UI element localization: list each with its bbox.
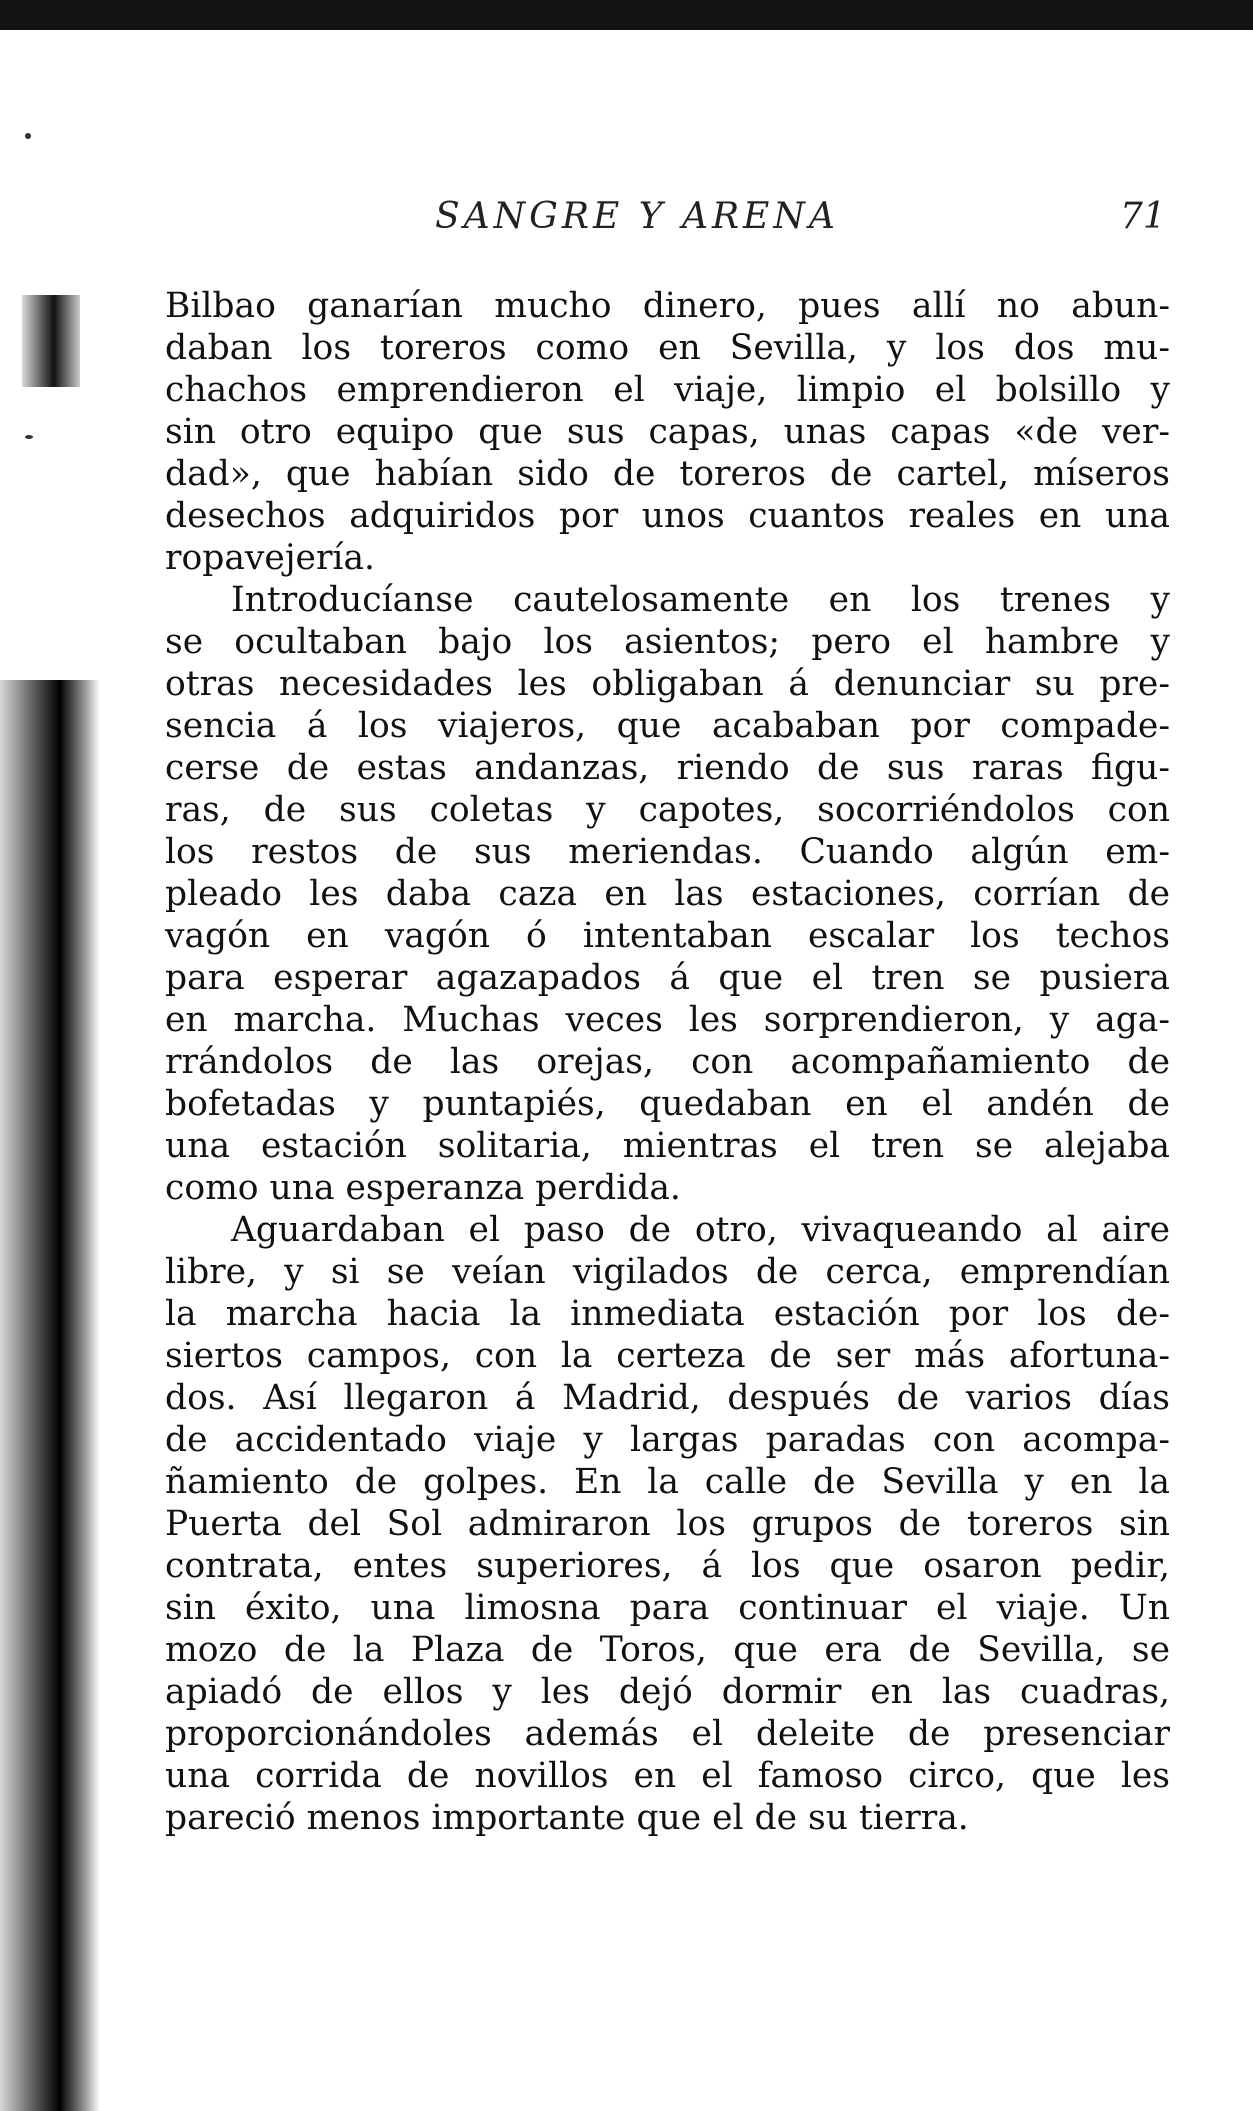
text-line: de accidentado viaje y largas paradas con acompa- — [165, 1420, 1170, 1460]
text-line: mozo de la Plaza de Toros, que era de Sevilla, se — [165, 1630, 1170, 1670]
running-head-title: SANGRE Y ARENA — [435, 196, 839, 237]
text-line: proporcionándoles además el deleite de presenciar — [165, 1714, 1170, 1754]
text-line: libre, y si se veían vigilados de cerca, emprendían — [165, 1252, 1170, 1292]
text-line: ñamiento de golpes. En la calle de Sevilla y en la — [165, 1462, 1170, 1502]
scan-top-edge — [0, 0, 1253, 30]
text-line: se ocultaban bajo los asientos; pero el hambre y — [165, 622, 1170, 662]
text-line: los restos de sus meriendas. Cuando algún em- — [165, 832, 1170, 872]
text-line: la marcha hacia la inmediata estación por los de- — [165, 1294, 1170, 1334]
running-head — [0, 196, 1253, 246]
text-line: ropavejería. — [165, 538, 375, 578]
text-line: Puerta del Sol admiraron los grupos de toreros sin — [165, 1504, 1170, 1544]
text-line: Bilbao ganarían mucho dinero, pues allí no abun- — [165, 286, 1170, 326]
text-line: apiadó de ellos y les dejó dormir en las cuadras, — [165, 1672, 1170, 1712]
text-line: contrata, entes superiores, á los que osaron pedir, — [165, 1546, 1170, 1586]
text-line: pareció menos importante que el de su tierra. — [165, 1798, 969, 1838]
scan-binding-mark — [22, 295, 80, 387]
text-line: como una esperanza perdida. — [165, 1168, 681, 1208]
text-line: pleado les daba caza en las estaciones, corrían de — [165, 874, 1170, 914]
scan-binding-shadow — [0, 680, 100, 2111]
text-line: una estación solitaria, mientras el tren se alejaba — [165, 1126, 1170, 1166]
body-text — [165, 285, 1170, 1839]
page-number: 71 — [1120, 196, 1166, 237]
text-line: vagón en vagón ó intentaban escalar los techos — [165, 916, 1170, 956]
text-line: sin éxito, una limosna para continuar el viaje. Un — [165, 1588, 1170, 1628]
text-line: cerse de estas andanzas, riendo de sus raras figu- — [165, 748, 1170, 788]
text-line: dad», que habían sido de toreros de cartel, míseros — [165, 454, 1170, 494]
text-line: daban los toreros como en Sevilla, y los dos mu- — [165, 328, 1170, 368]
text-line: otras necesidades les obligaban á denunciar su pre- — [165, 664, 1170, 704]
text-line: chachos emprendieron el viaje, limpio el bolsillo y — [165, 370, 1170, 410]
text-line: Aguardaban el paso de otro, vivaqueando al aire — [231, 1210, 1170, 1250]
text-line: sencia á los viajeros, que acababan por compade- — [165, 706, 1170, 746]
text-line: ras, de sus coletas y capotes, socorriéndolos con — [165, 790, 1170, 830]
text-line: bofetadas y puntapiés, quedaban en el andén de — [165, 1084, 1170, 1124]
text-line: para esperar agazapados á que el tren se pusiera — [165, 958, 1170, 998]
text-line: dos. Así llegaron á Madrid, después de varios días — [165, 1378, 1170, 1418]
scan-speck — [25, 435, 33, 439]
text-line: una corrida de novillos en el famoso circo, que les — [165, 1756, 1170, 1796]
scan-speck — [25, 133, 31, 139]
text-line: siertos campos, con la certeza de ser más afortuna- — [165, 1336, 1170, 1376]
text-line: en marcha. Muchas veces les sorprendieron, y aga- — [165, 1000, 1170, 1040]
text-line: sin otro equipo que sus capas, unas capas «de ver- — [165, 412, 1170, 452]
text-line: rrándolos de las orejas, con acompañamiento de — [165, 1042, 1170, 1082]
text-line: desechos adquiridos por unos cuantos reales en una — [165, 496, 1170, 536]
text-line: Introducíanse cautelosamente en los trenes y — [231, 580, 1170, 620]
